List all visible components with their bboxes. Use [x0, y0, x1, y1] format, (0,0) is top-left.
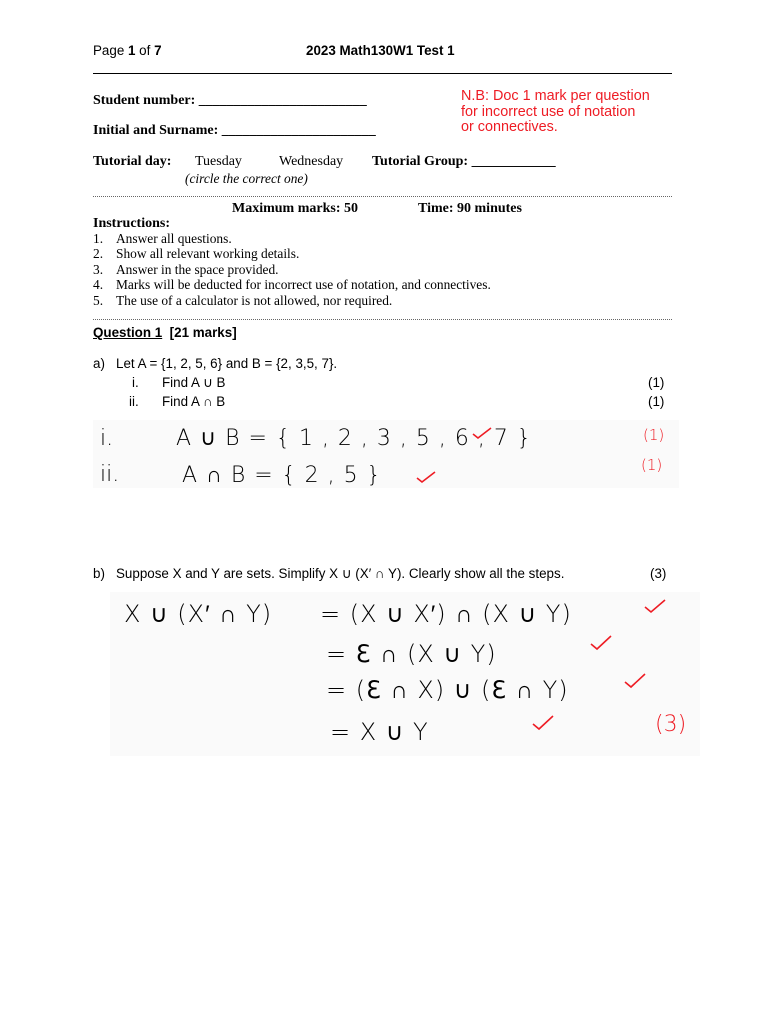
- instructions-heading: Instructions:: [93, 216, 171, 231]
- student-number-field: Student number: ________________________: [93, 93, 367, 108]
- part-a-i-num: i.: [132, 375, 139, 390]
- question-1-heading: [93, 325, 237, 340]
- question-1-title: Question 1: [93, 325, 163, 340]
- answer-b-line-2: = ℇ ∩ (X ∪ Y): [326, 640, 497, 668]
- answer-b-line-1-tick-icon: [644, 598, 666, 614]
- marker-note: [461, 89, 650, 136]
- marker-note-line-1: N.B: Doc 1 mark per question: [461, 88, 650, 104]
- part-a-ii-marks: (1): [648, 394, 665, 409]
- part-a-ii-text: Find A ∩ B: [162, 394, 226, 409]
- part-a-i-marks: (1): [648, 375, 665, 390]
- instructions-list: [93, 231, 491, 308]
- header-rule: [93, 73, 672, 74]
- instruction-item: 3. Answer in the space provided.: [93, 261, 279, 277]
- answer-a-ii-mark: (1): [641, 456, 663, 474]
- marker-note-line-3: or connectives.: [461, 119, 558, 135]
- answer-b-line-1: = (X ∪ X′) ∩ (X ∪ Y): [320, 600, 572, 628]
- answer-b-lhs: X ∪ (X′ ∩ Y): [124, 600, 273, 628]
- instruction-item: 1. Answer all questions.: [93, 231, 232, 246]
- name-field: Initial and Surname: ______________________: [93, 123, 376, 138]
- answer-a-i-tick-icon: [472, 426, 492, 440]
- answer-b-line-4-tick-icon: [532, 714, 554, 732]
- part-b-label: b): [93, 566, 105, 581]
- page-of: of: [135, 43, 155, 58]
- part-a-i-text: Find A ∪ B: [162, 375, 226, 390]
- answer-a-i-mark: (1): [643, 426, 665, 444]
- tutorial-day-tuesday: Tuesday: [195, 154, 242, 169]
- divider-dotted-1: [93, 196, 672, 197]
- part-a-label: a): [93, 356, 105, 371]
- instruction-item: 2. Show all relevant working details.: [93, 246, 300, 262]
- answer-b-line-3: = (ℇ ∩ X) ∪ (ℇ ∩ Y): [326, 676, 569, 704]
- answer-a-i-label: i.: [100, 426, 114, 451]
- tutorial-day-label: Tutorial day:: [93, 154, 172, 169]
- answer-a-ii-text: A ∩ B = { 2 , 5 }: [182, 463, 382, 488]
- part-b-text: Suppose X and Y are sets. Simplify X ∪ (X′ ∩ Y). Clearly show all the steps.: [116, 566, 565, 581]
- page-current: 1: [128, 43, 136, 58]
- question-1-marks: [21 marks]: [169, 325, 237, 340]
- part-a-ii-num: ii.: [129, 394, 139, 409]
- answer-b-line-2-tick-icon: [590, 634, 612, 652]
- document-title: 2023 Math130W1 Test 1: [306, 43, 455, 58]
- page-prefix: Page: [93, 43, 128, 58]
- tutorial-day-wednesday: Wednesday: [279, 154, 344, 169]
- page-total: 7: [154, 43, 162, 58]
- part-a-text: Let A = {1, 2, 5, 6} and B = {2, 3,5, 7}.: [116, 356, 338, 371]
- part-b-marks: (3): [650, 566, 667, 581]
- maximum-marks: Maximum marks: 50: [232, 201, 358, 216]
- page-number: [93, 43, 162, 58]
- time-limit: Time: 90 minutes: [418, 201, 522, 216]
- answer-a-ii-label: ii.: [100, 462, 120, 487]
- answer-b-mark: (3): [655, 712, 687, 737]
- instruction-item: 5. The use of a calculator is not allowed, nor required.: [93, 292, 393, 308]
- answer-a-ii-tick-icon: [416, 470, 436, 484]
- answer-b-line-3-tick-icon: [624, 672, 646, 690]
- divider-dotted-2: [93, 319, 672, 320]
- instruction-item: 4. Marks will be deducted for incorrect use of notation, and connectives.: [93, 277, 491, 293]
- answer-b-line-4: = X ∪ Y: [330, 718, 429, 746]
- tutorial-group-field: Tutorial Group: ____________: [372, 154, 556, 169]
- answer-a-i-text: A ∪ B = { 1 , 2 , 3 , 5 , 6 , 7 }: [176, 426, 532, 451]
- circle-note: (circle the correct one): [185, 171, 308, 186]
- marker-note-line-2: for incorrect use of notation: [461, 103, 636, 120]
